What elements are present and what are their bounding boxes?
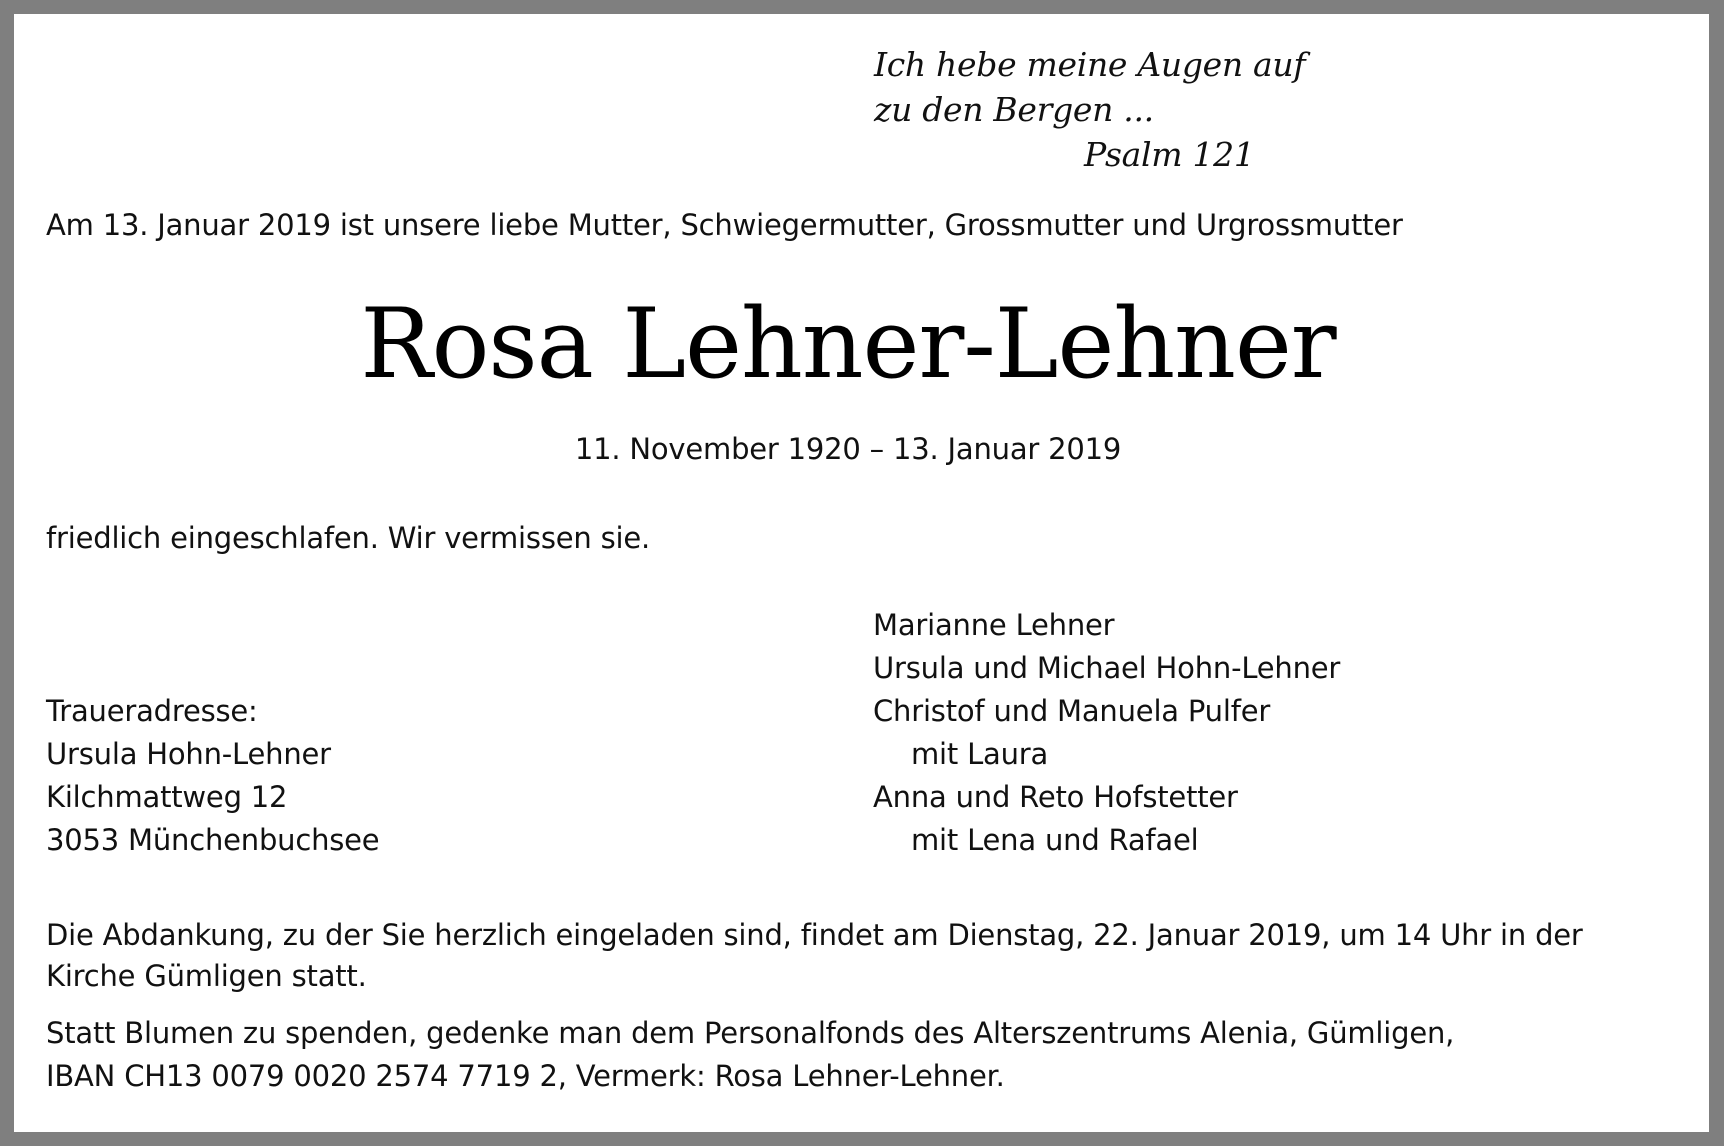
address-name: Ursula Hohn-Lehner (46, 737, 331, 771)
donation-info (46, 1012, 1666, 1098)
address-street: Kilchmattweg 12 (46, 780, 288, 814)
life-dates: 11. November 1920 – 13. Januar 2019 (574, 432, 1122, 466)
address-label: Traueradresse: (46, 694, 258, 728)
ceremony-line-1: Die Abdankung, zu der Sie herzlich eingeladen sind, findet am Dienstag, 22. Januar 2019, um 14 Uhr in der (46, 918, 1583, 952)
motto-line-1: Ich hebe meine Augen auf (874, 45, 1306, 84)
address-city: 3053 Münchenbuchsee (46, 823, 380, 857)
motto-line-2: zu den Bergen ... (874, 90, 1154, 129)
ceremony-info (46, 915, 1666, 997)
mourner-item: mit Laura (911, 737, 1049, 771)
mourning-address (46, 690, 379, 862)
mourner-item: Ursula und Michael Hohn-Lehner (873, 651, 1341, 685)
donation-line-1: Statt Blumen zu spenden, gedenke man dem Personalfonds des Alterszentrums Alenia, Gümligen, (46, 1016, 1455, 1050)
psalm-motto (874, 42, 1305, 177)
ceremony-line-2: Kirche Gümligen statt. (46, 959, 367, 993)
deceased-name: Rosa Lehner-Lehner (360, 288, 1336, 400)
mourner-item: Christof und Manuela Pulfer (873, 694, 1271, 728)
donation-line-2: IBAN CH13 0079 0020 2574 7719 2, Vermerk: Rosa Lehner-Lehner. (46, 1059, 1005, 1093)
mourner-item: mit Lena und Rafael (911, 823, 1199, 857)
motto-source: Psalm 121 (1084, 135, 1255, 174)
mourner-item: Marianne Lehner (873, 608, 1115, 642)
mourners-list (873, 604, 1340, 862)
mourner-item: Anna und Reto Hofstetter (873, 780, 1238, 814)
closing-text: friedlich eingeschlafen. Wir vermissen sie. (46, 521, 650, 555)
intro-text: Am 13. Januar 2019 ist unsere liebe Mutter, Schwiegermutter, Grossmutter und Urgrossmutter (46, 208, 1403, 242)
